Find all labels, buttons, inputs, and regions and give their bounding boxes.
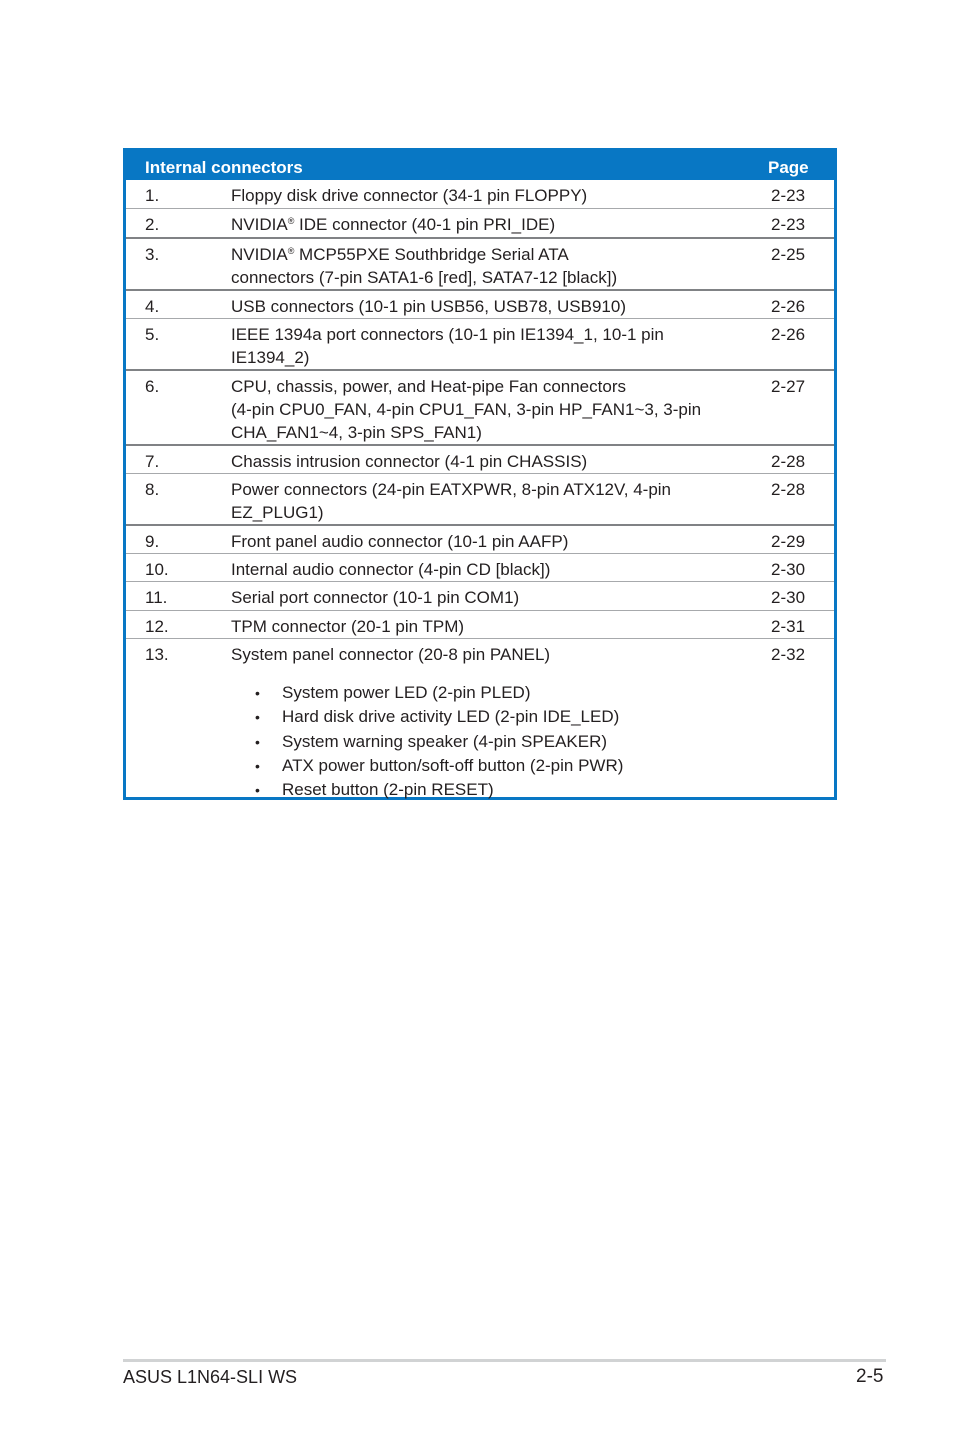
row-description-line: (4-pin CPU0_FAN, 4-pin CPU1_FAN, 3-pin HP_FAN1~3, 3-pin [231,400,702,419]
row-description-line: Floppy disk drive connector (34-1 pin FLOPPY) [231,186,588,205]
table-row [126,291,834,318]
row-description [231,213,751,236]
row-description-text: MCP55PXE Southbridge Serial ATA [294,245,569,264]
row-description-line: IEEE 1394a port connectors (10-1 pin IE1394_1, 10-1 pin [231,325,664,344]
row-description-line: Chassis intrusion connector (4-1 pin CHASSIS) [231,452,588,471]
row-number: 4. [145,297,160,316]
table-row [126,319,834,369]
row-description [231,530,751,553]
row-description-line: USB connectors (10-1 pin USB56, USB78, USB910) [231,297,626,316]
list-item-text: System power LED (2-pin PLED) [282,683,531,702]
bullet-icon: • [255,734,260,750]
footer-divider [123,1359,886,1362]
row-page: 2-30 [771,588,806,607]
row-description [231,450,751,473]
table-row [126,239,834,289]
row-description-line: connectors (7-pin SATA1-6 [red], SATA7-12 [black]) [231,268,618,287]
brand-name: NVIDIA [231,245,288,264]
table-row [126,526,834,553]
row-description-line [231,213,751,236]
row-number: 11. [145,588,168,607]
table-row [126,180,834,208]
table-header [126,151,834,180]
row-description-line [231,243,751,266]
row-number: 3. [145,245,160,264]
row-number: 12. [145,617,169,636]
row-description-text: IDE connector (40-1 pin PRI_IDE) [294,215,556,234]
header-page: Page [768,158,809,177]
row-number: 13. [145,645,169,664]
footer-product-name: ASUS L1N64-SLI WS [123,1367,298,1387]
row-page: 2-27 [771,377,806,396]
row-description-line: IE1394_2) [231,348,310,367]
row-number: 6. [145,377,160,396]
row-page: 2-23 [771,215,806,234]
list-item-text: Hard disk drive activity LED (2-pin IDE_LED) [282,707,620,726]
brand-name: NVIDIA [231,215,288,234]
bullet-icon: • [255,782,260,798]
registered-mark: ® [287,216,295,226]
row-page: 2-31 [771,617,806,636]
row-page: 2-28 [771,480,806,499]
row-page: 2-26 [771,297,806,316]
table-row [126,209,834,237]
row-page: 2-32 [771,645,806,664]
row-description-line: Front panel audio connector (10-1 pin AAFP) [231,532,569,551]
list-item-text: System warning speaker (4-pin SPEAKER) [282,732,608,751]
row-description [231,184,751,207]
row-description [231,643,751,666]
row-description-line: EZ_PLUG1) [231,503,324,522]
row-page: 2-26 [771,325,806,344]
row-description-line: Serial port connector (10-1 pin COM1) [231,588,520,607]
row-number: 8. [145,480,160,499]
row-number: 5. [145,325,160,344]
row-number: 9. [145,532,160,551]
row-description [231,478,751,524]
bullet-icon: • [255,685,260,701]
row-description [231,615,751,638]
row-description [231,295,751,318]
list-item-text: ATX power button/soft-off button (2-pin PWR) [282,756,624,775]
row-page: 2-25 [771,245,806,264]
bullet-icon: • [255,709,260,725]
row-page: 2-29 [771,532,806,551]
row-description-line: CHA_FAN1~4, 3-pin SPS_FAN1) [231,423,482,442]
table-row [126,554,834,581]
row-number: 10. [145,560,169,579]
row-description-line: Power connectors (24-pin EATXPWR, 8-pin ATX12V, 4-pin [231,480,671,499]
footer-page-number: 2-5 [856,1366,884,1387]
header-title: Internal connectors [145,158,303,177]
row-description-line: TPM connector (20-1 pin TPM) [231,617,465,636]
row-description [231,243,751,289]
bullet-icon: • [255,758,260,774]
table-row [126,446,834,473]
row-description [231,375,751,444]
internal-connectors-table [123,148,837,800]
row-description-line: Internal audio connector (4-pin CD [black]) [231,560,551,579]
row-description-line: CPU, chassis, power, and Heat-pipe Fan connectors [231,377,626,396]
row-page: 2-28 [771,452,806,471]
row-number: 7. [145,452,160,471]
table-row [126,371,834,444]
row-description-line: System panel connector (20-8 pin PANEL) [231,645,551,664]
row-page: 2-30 [771,560,806,579]
row-description [231,323,751,369]
row-number: 2. [145,215,160,234]
table-row [126,611,834,638]
table-row [126,474,834,524]
table-row [126,582,834,610]
registered-mark: ® [287,246,295,256]
row-number: 1. [145,186,160,205]
row-description [231,558,751,581]
table-row [126,639,834,679]
row-page: 2-23 [771,186,806,205]
list-item-text: Reset button (2-pin RESET) [282,780,494,799]
row-description [231,586,751,609]
